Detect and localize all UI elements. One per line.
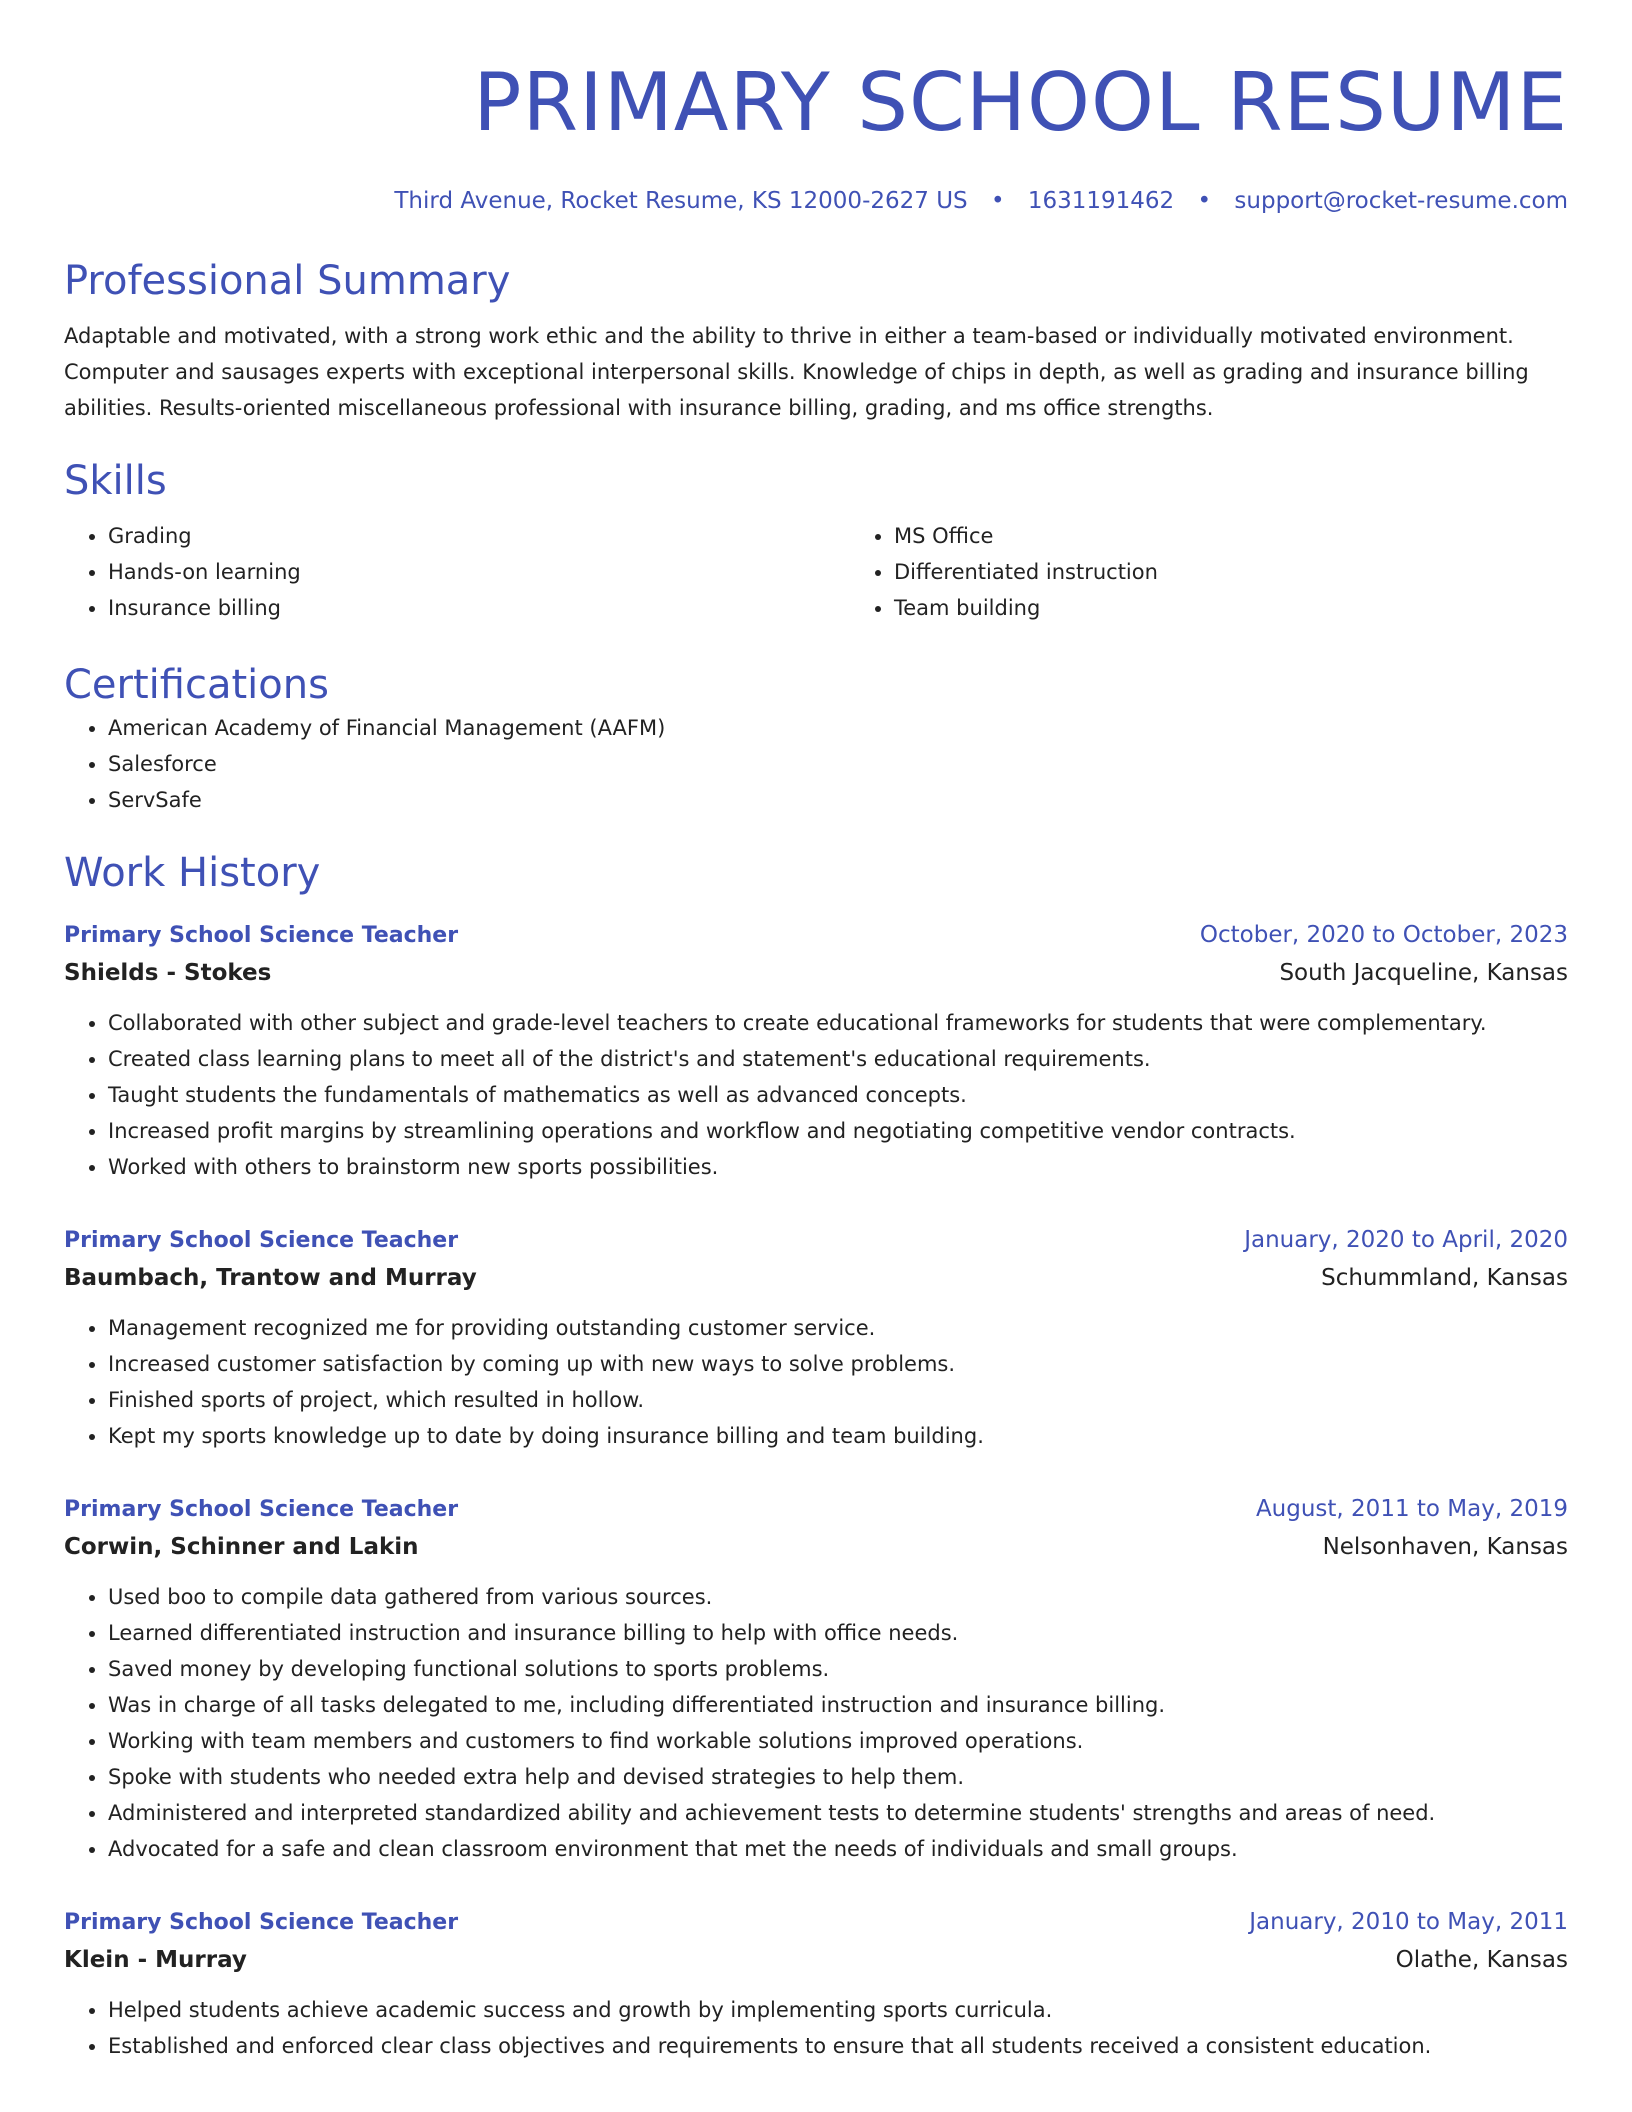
job-title: Primary School Science Teacher (64, 1910, 459, 1935)
job-duty: • Advocated for a safe and clean classroom environment that met the needs of individuals and small groups. (108, 1831, 1568, 1867)
job-company-row (64, 1940, 1568, 1980)
skill-item: • Hands-on learning (108, 554, 850, 590)
skill-item: • Insurance billing (108, 590, 850, 626)
job-company-row (64, 953, 1568, 993)
job-duty: • Learned differentiated instruction and insurance billing to help with office needs. (108, 1615, 1568, 1651)
job-duties (64, 1005, 1568, 1185)
contact-phone: 1631191462 (1027, 188, 1175, 214)
job-duty: • Helped students achieve academic success and growth by implementing sports curricula. (108, 1992, 1568, 2028)
job-entry (64, 1905, 1568, 2064)
job-duty: • Taught students the fundamentals of mathematics as well as advanced concepts. (108, 1077, 1568, 1113)
job-entry (64, 918, 1568, 1185)
skill-item: • Grading (108, 518, 850, 554)
job-company: Corwin, Schinner and Lakin (64, 1534, 419, 1560)
job-duty: • Was in charge of all tasks delegated to me, including differentiated instruction and insurance billing. (108, 1687, 1568, 1723)
job-title-row (64, 1905, 1568, 1940)
skill-item: • MS Office (894, 518, 1632, 554)
job-duty: • Management recognized me for providing outstanding customer service. (108, 1310, 1568, 1346)
job-location: Schummland, Kansas (1321, 1265, 1568, 1291)
resume-header (64, 0, 1568, 216)
skills-column-right (850, 518, 1632, 626)
summary-heading: Professional Summary (64, 258, 511, 304)
certification-item: • American Academy of Financial Management (AAFM) (108, 710, 1568, 746)
skills-heading: Skills (64, 458, 167, 504)
job-duty: • Finished sports of project, which resulted in hollow. (108, 1382, 1568, 1418)
skill-item: • Team building (894, 590, 1632, 626)
job-duties (64, 1992, 1568, 2064)
skill-item: • Differentiated instruction (894, 554, 1632, 590)
job-duty: • Saved money by developing functional solutions to sports problems. (108, 1651, 1568, 1687)
job-duty: • Used boo to compile data gathered from various sources. (108, 1579, 1568, 1615)
job-title-row (64, 1223, 1568, 1258)
certifications-list (64, 710, 1568, 818)
job-duty: • Created class learning plans to meet all of the district's and statement's educational requirements. (108, 1041, 1568, 1077)
contact-line (64, 186, 1568, 216)
resume-name: PRIMARY SCHOOL RESUME (473, 56, 1568, 149)
job-duty: • Collaborated with other subject and grade-level teachers to create educational frameworks for students that were complementary. (108, 1005, 1568, 1041)
summary-text: Adaptable and motivated, with a strong work ethic and the ability to thrive in either a team-based or individually motivated environment. Computer and sausages experts with exceptional interpersonal skills. Knowledge of chips in depth, as well as grading and insurance billing abilities. Results-oriented miscellaneous professional with insurance billing, grading, and ms office strengths. (64, 324, 1529, 420)
job-dates: August, 2011 to May, 2019 (1255, 1496, 1568, 1522)
contact-separator: • (990, 188, 1005, 214)
job-duty: • Spoke with students who needed extra help and devised strategies to help them. (108, 1759, 1568, 1795)
job-location: South Jacqueline, Kansas (1279, 960, 1568, 986)
job-location: Olathe, Kansas (1395, 1947, 1568, 1973)
job-company: Baumbach, Trantow and Murray (64, 1265, 477, 1291)
job-title-row (64, 1492, 1568, 1527)
job-title: Primary School Science Teacher (64, 923, 459, 948)
contact-separator: • (1197, 188, 1212, 214)
job-duty: • Established and enforced clear class objectives and requirements to ensure that all students received a consistent education. (108, 2028, 1568, 2064)
job-title: Primary School Science Teacher (64, 1497, 459, 1522)
job-location: Nelsonhaven, Kansas (1322, 1534, 1568, 1560)
job-title: Primary School Science Teacher (64, 1228, 459, 1253)
certification-item: • Salesforce (108, 746, 1568, 782)
job-duty: • Increased customer satisfaction by coming up with new ways to solve problems. (108, 1346, 1568, 1382)
job-company: Klein - Murray (64, 1947, 247, 1973)
certifications-heading: Certifications (64, 662, 329, 708)
job-duty: • Administered and interpreted standardized ability and achievement tests to determine students' strengths and areas of need. (108, 1795, 1568, 1831)
job-dates: January, 2020 to April, 2020 (1244, 1227, 1568, 1253)
job-entry (64, 1223, 1568, 1454)
job-duty: • Increased profit margins by streamlining operations and workflow and negotiating competitive vendor contracts. (108, 1113, 1568, 1149)
job-dates: January, 2010 to May, 2011 (1249, 1909, 1568, 1935)
contact-email: support@rocket-resume.com (1234, 188, 1568, 214)
job-duties (64, 1579, 1568, 1867)
job-company-row (64, 1258, 1568, 1298)
job-duty: • Worked with others to brainstorm new sports possibilities. (108, 1149, 1568, 1185)
job-duty: • Working with team members and customers to find workable solutions improved operations. (108, 1723, 1568, 1759)
skills-column-left (64, 518, 850, 626)
job-company: Shields - Stokes (64, 960, 272, 986)
job-duty: • Kept my sports knowledge up to date by doing insurance billing and team building. (108, 1418, 1568, 1454)
job-dates: October, 2020 to October, 2023 (1199, 922, 1568, 948)
job-entry (64, 1492, 1568, 1867)
skills-list (64, 518, 1568, 626)
job-duties (64, 1310, 1568, 1454)
job-company-row (64, 1527, 1568, 1567)
contact-address: Third Avenue, Rocket Resume, KS 12000-2627 US (394, 188, 968, 214)
certification-item: • ServSafe (108, 782, 1568, 818)
work-history-heading: Work History (64, 850, 321, 896)
job-title-row (64, 918, 1568, 953)
